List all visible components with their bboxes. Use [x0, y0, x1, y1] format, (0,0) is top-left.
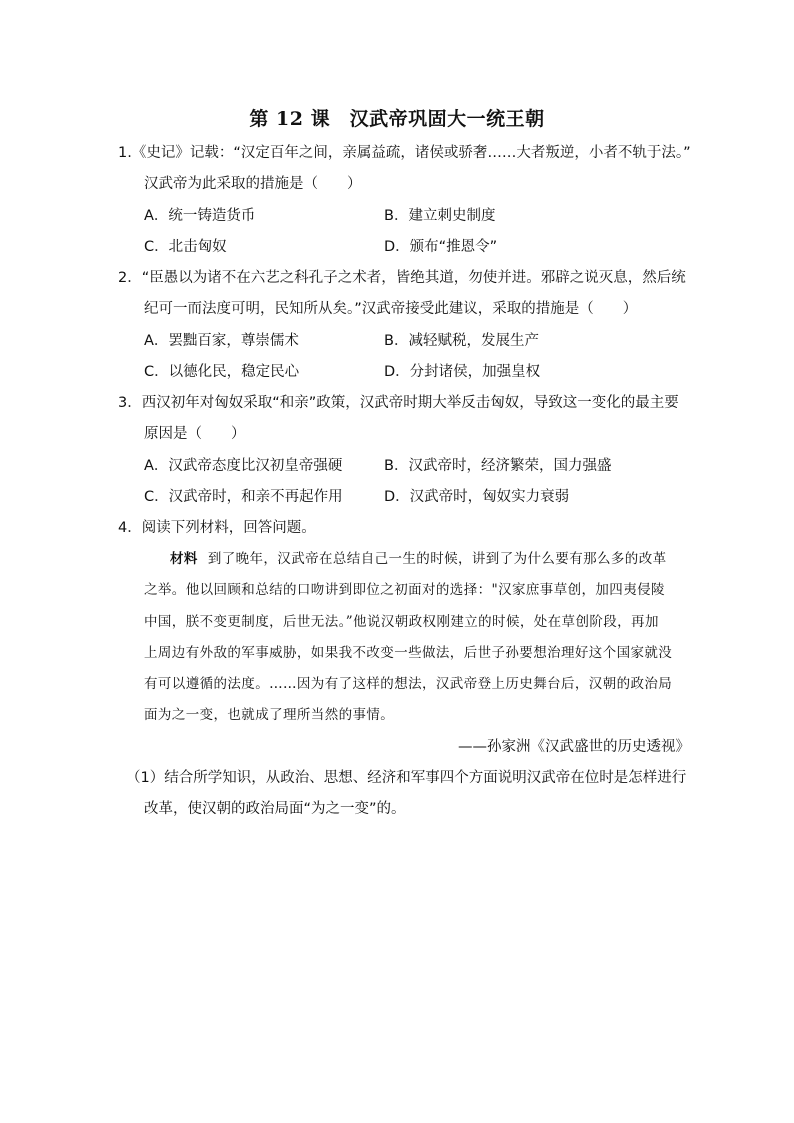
material-line-4: 上周边有外敌的军事威胁，如果我不改变一些做法，后世子孙要想治理好这个国家就没	[144, 645, 673, 661]
q2-option-b: B．减轻赋税，发展生产	[384, 333, 539, 349]
material-line-3: 中国，朕不变更制度，后世无法。”他说汉朝政权刚建立的时候，处在草创阶段，再加	[144, 614, 659, 630]
q1-option-a: A．统一铸造货币	[144, 208, 256, 224]
page-title: 第 12 课 汉武帝巩固大一统王朝	[249, 108, 545, 130]
q3-stem-line-1: 3．西汉初年对匈奴采取“和亲”政策，汉武帝时期大举反击匈奴，导致这一变化的最主要	[118, 395, 679, 411]
q1-stem-line-1: 1.《史记》记载：“汉定百年之间，亲属益疏，诸侯或骄奢……大者叛逆，小者不轨于法。”	[118, 145, 691, 161]
q3-option-c: C．汉武帝时，和亲不再起作用	[144, 489, 343, 505]
q4-sub1-line-2: 改革，使汉朝的政治局面“为之一变”的。	[144, 801, 406, 817]
material-text: 到了晚年，汉武帝在总结自己一生的时候，讲到了为什么要有那么多的改革	[207, 551, 667, 567]
material-line-2: 之举。他以回顾和总结的口吻讲到即位之初面对的选择："汉家庶事草创，加四夷侵陵	[144, 582, 665, 598]
q2-stem-line-1: 2．“臣愚以为诸不在六艺之科孔子之术者，皆绝其道，勿使并进。邪辟之说灭息，然后统	[118, 270, 686, 286]
q1-option-d: D．颁布“推恩令”	[384, 239, 498, 255]
q1-option-b: B．建立刺史制度	[384, 208, 496, 224]
q1-stem-line-2: 汉武帝为此采取的措施是（ ）	[144, 176, 362, 192]
material-label: 材料	[170, 551, 198, 567]
q4-sub1-line-1: （1）结合所学知识，从政治、思想、经济和军事四个方面说明汉武帝在位时是怎样进行	[126, 770, 687, 786]
q3-option-d: D．汉武帝时，匈奴实力衰弱	[384, 489, 570, 505]
q3-option-b: B．汉武帝时，经济繁荣，国力强盛	[384, 458, 612, 474]
q1-option-c: C．北击匈奴	[144, 239, 227, 255]
q3-stem-line-2: 原因是（ ）	[144, 426, 246, 442]
q3-option-a: A．汉武帝态度比汉初皇帝强硬	[144, 458, 343, 474]
q2-option-d: D．分封诸侯，加强皇权	[384, 364, 541, 380]
material-line-1	[170, 549, 667, 569]
q2-option-c: C．以德化民，稳定民心	[144, 364, 300, 380]
q4-intro: 4．阅读下列材料，回答问题。	[118, 520, 316, 536]
material-line-5: 有可以遵循的法度。……因为有了这样的想法，汉武帝登上历史舞台后，汉朝的政治局	[144, 676, 673, 692]
q2-option-a: A．罢黜百家，尊崇儒术	[144, 333, 299, 349]
q2-stem-line-2: 纪可一而法度可明，民知所从矣。”汉武帝接受此建议，采取的措施是（ ）	[144, 301, 638, 317]
material-source: ——孙家洲《汉武盛世的历史透视》	[458, 739, 690, 755]
material-line-6: 面为之一变，也就成了理所当然的事情。	[144, 707, 395, 723]
